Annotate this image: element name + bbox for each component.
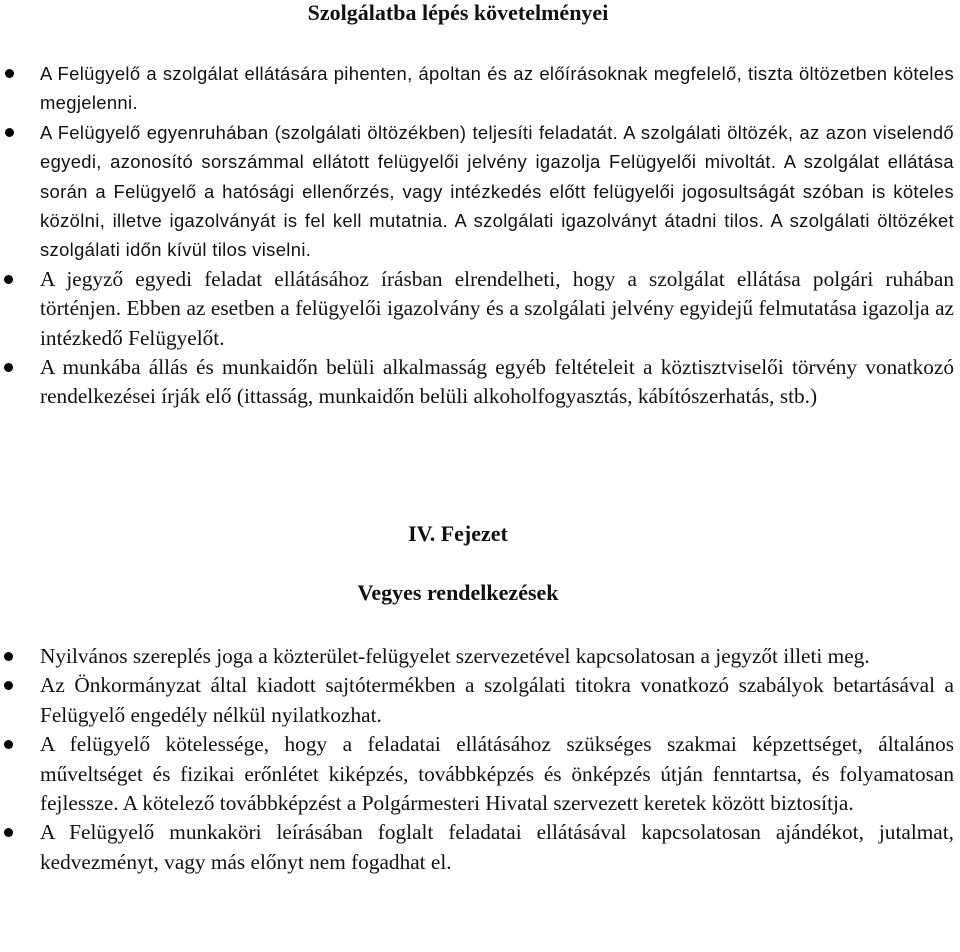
bullet-icon [5,69,14,78]
provisions-list [0,642,960,877]
bullet-icon [5,128,14,137]
list-item [0,265,960,353]
list-item [0,353,960,412]
list-item-text: Nyilvános szereplés joga a közterület-felügyelet szervezetével kapcsolatosan a jegyzőt illeti meg. [40,644,870,668]
page-title: Szolgálatba lépés követelményei [307,0,609,25]
list-item-text: A Felügyelő a szolgálat ellátására pihenten, ápoltan és az előírásoknak megfelelő, tiszta öltözetben köteles megjelenni. [40,63,954,114]
bullet-icon [4,828,13,837]
list-item [0,671,960,730]
list-item [0,730,960,818]
bullet-icon [4,275,13,284]
bullet-icon [4,681,13,690]
list-item [0,642,960,671]
bullet-icon [4,652,13,661]
list-item [0,818,960,877]
list-item-text: A Felügyelő egyenruhában (szolgálati öltözékben) teljesíti feladatát. A szolgálati öltözék, az azon viselendő egyedi, azonosító sorszámmal ellátott felügyelői jelvény igazolja Felügyelői mivoltát. A szolgálat ellátása során a Felügyelő a hatósági ellenőrzés, vagy intézkedés előtt felügyelői jogosultságát szóban is köteles közölni, illetve igazolványát is fel kell mutatnia. A szolgálati igazolványt átadni tilos. A szolgálati öltözéket szolgálati időn kívül tilos viselni. [40,121,954,261]
requirements-list [0,59,960,412]
list-item [0,118,960,265]
list-item-text: A munkába állás és munkaidőn belüli alkalmasság egyéb feltételeit a köztisztviselői törvény vonatkozó rendelkezései írják elő (ittasság, munkaidőn belüli alkoholfogyasztás, kábítószerhatás, stb.) [40,355,954,409]
chapter-heading: IV. Fejezet [408,521,508,546]
section-heading: Vegyes rendelkezések [357,580,559,605]
bullet-icon [4,363,13,372]
list-item [0,59,960,118]
list-item-text: A felügyelő kötelessége, hogy a feladatai ellátásához szükséges szakmai képzettséget, általános műveltséget és fizikai erőnlétet kiképzés, továbbképzés és önképzés útján fenntartsa, és folyamatosan fejlessze. A kötelező továbbképzést a Polgármesteri Hivatal szervezett keretek között biztosítja. [40,732,954,816]
list-item-text: A jegyző egyedi feladat ellátásához írásban elrendelheti, hogy a szolgálat ellátása polgári ruhában történjen. Ebben az esetben a felügyelői igazolvány és a szolgálati jelvény egyidejű felmutatása igazolja az intézkedő Felügyelőt. [40,266,954,350]
bullet-icon [4,740,13,749]
list-item-text: Az Önkormányzat által kiadott sajtótermékben a szolgálati titokra vonatkozó szabályok betartásával a Felügyelő engedély nélkül nyilatkozhat. [40,673,954,727]
list-item-text: A Felügyelő munkaköri leírásában foglalt feladatai ellátásával kapcsolatosan ajándékot, jutalmat, kedvezményt, vagy más előnyt nem fogadhat el. [40,820,954,874]
